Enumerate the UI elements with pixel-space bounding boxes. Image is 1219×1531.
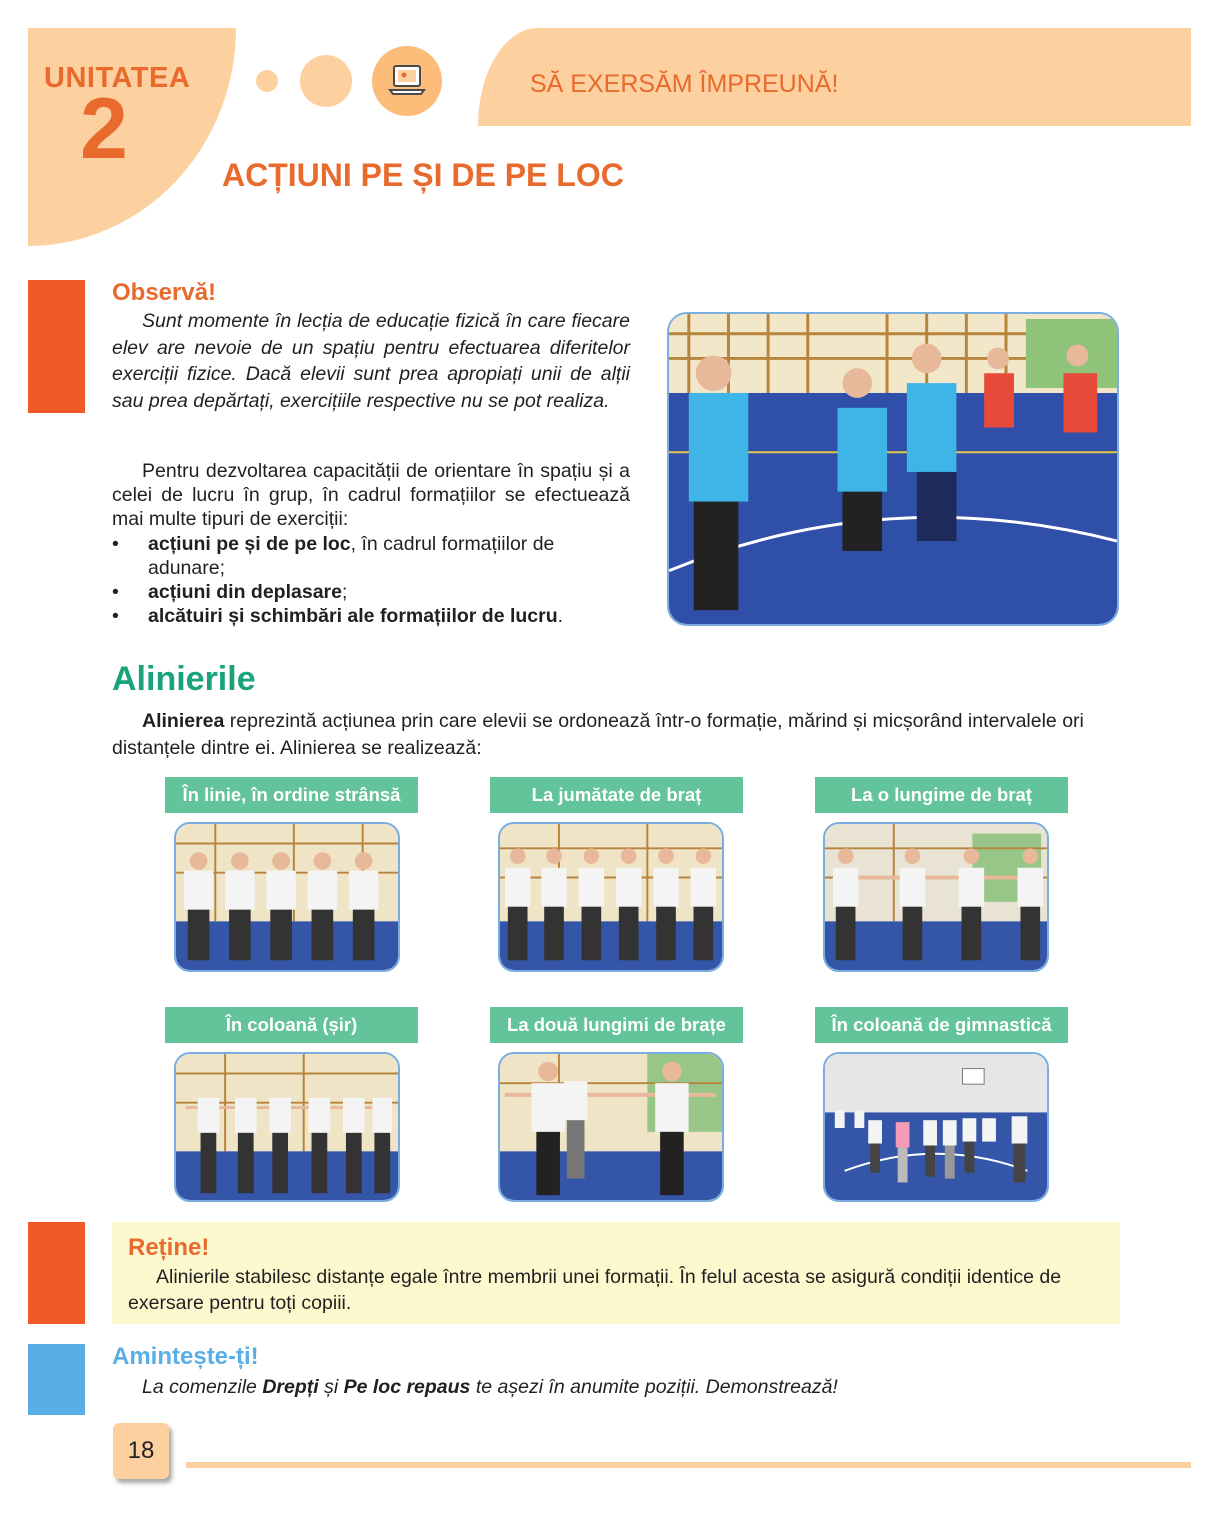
photo-in-linie: [174, 822, 400, 972]
alinierile-heading: Alinierile: [112, 660, 256, 698]
observa-heading: Observă!: [112, 279, 217, 306]
label-jumatate-brat: La jumătate de braț: [490, 777, 743, 813]
list-item: • acțiuni din deplasare;: [112, 581, 348, 603]
command-drepti: Drepți: [262, 1376, 319, 1398]
decor-dot-small: [256, 70, 278, 92]
list-item-bold: acțiuni pe și de pe loc: [148, 533, 351, 555]
aminteste-text-mid: și: [318, 1376, 344, 1398]
aminteste-text-pre: La comenzile: [142, 1376, 263, 1398]
label-coloana-gimnastica: În coloană de gimnastică: [815, 1007, 1068, 1043]
students-moving-photo: [667, 312, 1119, 626]
list-item: • alcătuiri și schimbări ale formațiilor de lucru.: [112, 605, 564, 627]
label-in-coloana: În coloană (șir): [165, 1007, 418, 1043]
photo-in-coloana: [174, 1052, 400, 1202]
intro-text: Pentru dezvoltarea capacității de orientare în spațiu și a celei de lucru în grup, în cadrul formațiilor se efectuează mai multe tipuri de exerciții:: [112, 460, 630, 530]
list-item: • acțiuni pe și de pe loc, în cadrul formațiilor de adunare;: [112, 533, 555, 579]
retine-text: Alinierile stabilesc distanțe egale între membrii unei formații. În felul acesta se asigură condiții identice de exersare pentru toți copiii.: [128, 1266, 1062, 1314]
photo-lungime-brat: [823, 822, 1049, 972]
photo-doua-lungimi: [498, 1052, 724, 1202]
retine-marker: [28, 1222, 85, 1324]
aminteste-text: [142, 1376, 838, 1399]
unit-number: 2: [80, 81, 128, 177]
aminteste-heading: Amintește-ți!: [112, 1343, 259, 1370]
page-title: ACȚIUNI PE ȘI DE PE LOC: [222, 157, 624, 193]
exercise-list: [112, 532, 632, 628]
photo-jumatate-brat: [498, 822, 724, 972]
command-pe-loc-repaus: Pe loc repaus: [343, 1376, 471, 1398]
observa-text: Sunt momente în lecția de educație fizică în care fiecare elev are nevoie de un spațiu pentru efectuarea diferitelor exerciții fizice. Dacă elevii sunt prea apropiați unii de alții sau prea depărtați, exercițiile respective nu se pot realiza.: [112, 310, 630, 412]
list-item-text: ;: [341, 581, 348, 603]
decor-dot-medium: [300, 55, 352, 107]
aminteste-marker: [28, 1344, 85, 1415]
list-item-bold: acțiuni din deplasare: [148, 581, 342, 603]
list-item-text: , în cadrul formațiilor de adunare;: [148, 533, 555, 579]
unit-word: UNITATEA: [44, 62, 191, 94]
retine-heading: Reține!: [128, 1234, 210, 1261]
observa-marker: [28, 280, 85, 413]
unit-badge: [28, 28, 236, 246]
alinierea-definition: reprezintă acțiunea prin care elevii se ordonează într-o formație, mărind și micșorând intervalele ori distanțele dintre ei. Alinierea se realizează:: [112, 710, 1084, 759]
list-item-bold: alcătuiri și schimbări ale formațiilor de lucru: [148, 605, 558, 627]
alinierea-bold: Alinierea: [142, 710, 225, 732]
photo-coloana-gimnastica: [823, 1052, 1049, 1202]
page-number: 18: [113, 1423, 169, 1479]
label-doua-lungimi: La două lungimi de brațe: [490, 1007, 743, 1043]
list-item-text: .: [557, 605, 564, 627]
laptop-icon: [388, 60, 426, 100]
footer-line: [186, 1462, 1191, 1468]
aminteste-text-post: te așezi în anumite poziții. Demonstrează!: [470, 1376, 838, 1398]
banner-text: SĂ EXERSĂM ÎMPREUNĂ!: [530, 70, 839, 98]
label-lungime-brat: La o lungime de braț: [815, 777, 1068, 813]
label-in-linie: În linie, în ordine strânsă: [165, 777, 418, 813]
alinierea-text: [112, 708, 1120, 762]
